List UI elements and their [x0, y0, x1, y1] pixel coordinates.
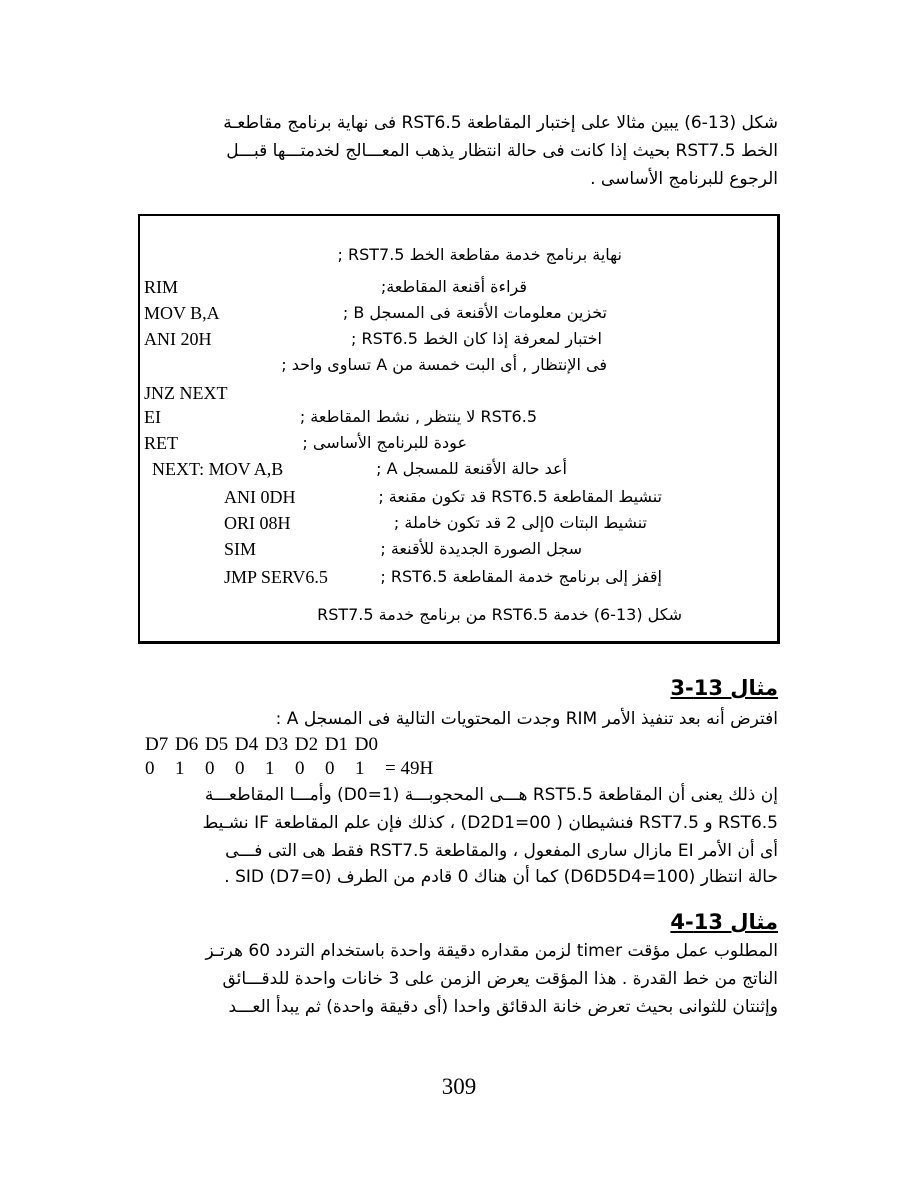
example3-heading: مثال 13-3	[670, 676, 778, 700]
bit-d6: 1	[175, 758, 185, 779]
code-comment-4: اختبار لمعرفة إذا كان الخط RST6.5 ;	[351, 329, 602, 348]
code-comment-3: تخزين معلومات الأقنعة فى المسجل B ;	[342, 303, 607, 322]
code-instr-9: NEXT: MOV A,B	[152, 459, 284, 479]
code-comment-5: فى الإنتظار , أى البت خمسة من A تساوى واحد ;	[281, 355, 607, 374]
intro-line-2: الخط RST7.5 بحيث إذا كانت فى حالة انتظار يذهب المعـــالج لخدمتـــها قبـــل	[226, 141, 778, 161]
bit-d2: 0	[295, 758, 305, 779]
bit-d7: 0	[145, 758, 155, 779]
code-instr-2: RIM	[144, 277, 179, 297]
example4-line-3: وإثنتان للثوانى بحيث تعرض خانة الدقائق واحدا (أى دقيقة واحدة) ثم يبدأ العـــد	[228, 997, 778, 1017]
code-instr-12: SIM	[224, 539, 257, 559]
bit-d3: 1	[265, 758, 275, 779]
code-instr-3: MOV B,A	[144, 303, 220, 323]
code-comment-10: تنشيط المقاطعة RST6.5 قد تكون مقنعة ;	[378, 487, 662, 506]
code-instr-7: EI	[144, 407, 161, 427]
code-comment-7: RST6.5 لا ينتظر , نشط المقاطعة ;	[299, 407, 537, 426]
intro-line-3: الرجوع للبرنامج الأساسى .	[590, 169, 778, 189]
code-comment-9: أعد حالة الأقنعة للمسجل A ;	[376, 459, 567, 478]
code-comment-12: سجل الصورة الجديدة للأقنعة ;	[380, 539, 582, 558]
example4-heading: مثال 13-4	[670, 910, 778, 934]
register-bit-labels: D7 D6 D5 D4 D3 D2 D1 D0	[145, 734, 379, 755]
example4-line-1: المطلوب عمل مؤقت timer لزمن مقداره دقيقة واحدة باستخدام التردد 60 هرتـز	[205, 941, 778, 961]
code-comment-1: نهاية برنامج خدمة مقاطعة الخط RST7.5 ;	[337, 245, 622, 264]
code-instr-4: ANI 20H	[144, 329, 212, 349]
intro-line-1: شكل (13-6) يبين مثالا على إختبار المقاطعة RST6.5 فى نهاية برنامج مقاطعـة	[223, 113, 778, 133]
bit-d4: 0	[235, 758, 245, 779]
code-instr-10: ANI 0DH	[224, 487, 296, 507]
code-comment-11: تنشيط البتات 0إلى 2 قد تكون خاملة ;	[393, 513, 647, 532]
register-bit-values	[145, 758, 433, 780]
bit-d5: 0	[205, 758, 215, 779]
code-comment-13: إقفز إلى برنامج خدمة المقاطعة RST6.5 ;	[380, 567, 662, 586]
example3-line-2: إن ذلك يعنى أن المقاطعة RST5.5 هـــى المحجوبـــة (D0=1) وأمـــا المقاطعـــة	[204, 785, 778, 805]
bit-d0: 1	[355, 758, 365, 779]
example3-line-1: افترض أنه بعد تنفيذ الأمر RIM وجدت المحتويات التالية فى المسجل A :	[275, 709, 778, 729]
code-instr-13: JMP SERV6.5	[224, 567, 328, 587]
code-instr-11: ORI 08H	[224, 513, 291, 533]
bit-d1: 0	[325, 758, 335, 779]
code-instr-6: JNZ NEXT	[144, 383, 228, 403]
example3-line-3: RST6.5 و RST7.5 فنشيطان ( D2D1=00) ، كذلك فإن علم المقاطعة IF نشـيط	[202, 813, 778, 833]
figure-caption: شكل (13-6) خدمة RST6.5 من برنامج خدمة RST7.5	[317, 605, 682, 624]
code-listing-box	[138, 214, 780, 644]
page-number: 309	[441, 1074, 477, 1099]
code-comment-8: عودة للبرنامج الأساسى ;	[302, 433, 467, 452]
example3-line-4: أى أن الأمر EI مازال سارى المفعول ، والمقاطعة RST7.5 فقط هى التى فـــى	[225, 841, 778, 861]
example4-line-2: الناتج من خط القدرة . هذا المؤقت يعرض الزمن على 3 خانات واحدة للدقـــائق	[222, 969, 778, 989]
example3-line-5: حالة انتظار (D6D5D4=100) كما أن هناك 0 قادم من الطرف SID (D7=0) .	[224, 867, 778, 887]
register-hex-value: = 49H	[385, 758, 434, 779]
code-comment-2: قراءة أقنعة المقاطعة;	[380, 277, 527, 296]
code-instr-8: RET	[144, 433, 178, 453]
